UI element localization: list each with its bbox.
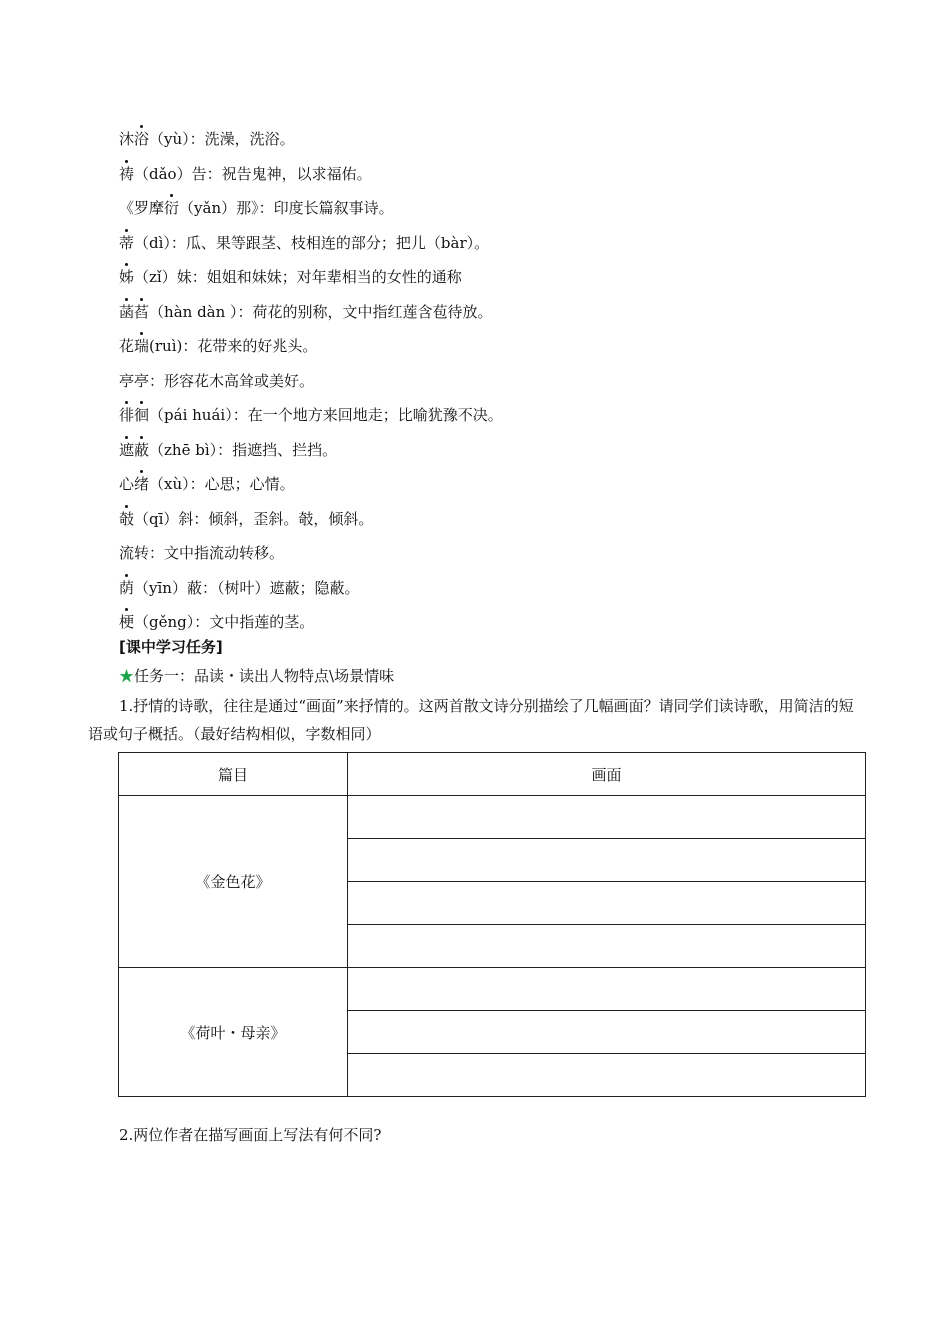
vocab-text: （hàn dàn ）：荷花的别称，文中指红莲含苞待放。 (149, 302, 493, 321)
vocab-text: （dǎo）告：祝告鬼神，以求福佑。 (134, 164, 372, 183)
vocab-item (119, 295, 879, 330)
picture-answer-cell[interactable] (348, 925, 866, 968)
emphasis-dot-char: 菡 (119, 295, 134, 329)
table-header-cell: 篇目 (119, 753, 348, 796)
vocab-text: 流转：文中指流动转移。 (119, 544, 285, 562)
vocab-text: 亭亭：形容花木高耸或美好。 (119, 371, 315, 390)
picture-answer-cell[interactable] (348, 1054, 866, 1097)
emphasis-dot-char: 徘 (119, 398, 134, 432)
vocab-item (119, 364, 879, 399)
vocab-item (119, 433, 879, 468)
star-icon: ★ (119, 667, 135, 685)
poem-title-cell: 《金色花》 (119, 796, 348, 968)
question-one: 1.抒情的诗歌，往往是通过“画面”来抒情的。这两首散文诗分别描绘了几幅画面？请同学们读诗歌，用简洁的短语或句子概括。（最好结构相似，字数相同） (88, 697, 854, 743)
vocab-item (119, 157, 879, 192)
emphasis-dot-char: 遮 (119, 433, 134, 467)
poem-title-cell: 《荷叶・母亲》 (119, 968, 348, 1097)
vocabulary-list (119, 122, 879, 640)
emphasis-dot-char: 蒂 (119, 226, 134, 260)
vocab-text: （pái huái）：在一个地方来回地走；比喻犹豫不决。 (149, 406, 503, 424)
vocab-text: （yù）：洗澡，洗浴。 (149, 130, 295, 148)
vocab-item (119, 502, 879, 537)
vocab-item (119, 122, 879, 157)
vocab-text: （dì）：瓜、果等跟茎、枝相连的部分；把儿（bàr）。 (134, 233, 490, 252)
table-row (119, 796, 866, 839)
picture-answer-cell[interactable] (348, 839, 866, 882)
picture-answer-cell[interactable] (348, 882, 866, 925)
vocab-item (119, 467, 879, 502)
vocab-text: 花 (119, 337, 135, 355)
emphasis-dot-char: 衍 (164, 191, 179, 225)
vocab-item (119, 398, 879, 433)
picture-answer-cell[interactable] (348, 796, 866, 839)
section-heading: [课中学习任务] (119, 638, 223, 656)
table-header-row (119, 753, 866, 796)
vocab-item (119, 571, 879, 606)
vocab-item (119, 191, 879, 226)
emphasis-dot-char: 蔽 (134, 433, 149, 467)
vocab-text: （yīn）蔽：（树叶）遮蔽；隐蔽。 (134, 578, 360, 597)
emphasis-dot-char: 姊 (119, 260, 134, 294)
emphasis-dot-char: 祷 (119, 157, 134, 191)
emphasis-dot-char: 萏 (134, 295, 149, 329)
vocab-item (119, 329, 879, 364)
table-row (119, 968, 866, 1011)
emphasis-dot-char: 荫 (119, 571, 134, 605)
emphasis-dot-char: 徊 (134, 398, 149, 432)
pictures-table (118, 752, 866, 1097)
vocab-text: （qī）斜：倾斜，歪斜。攲，倾斜。 (134, 509, 374, 528)
vocab-item (119, 260, 879, 295)
emphasis-dot-char: 梗 (119, 605, 134, 639)
vocab-text: 沐 (119, 130, 135, 148)
picture-answer-cell[interactable] (348, 968, 866, 1011)
question-two: 2.两位作者在描写画面上写法有何不同? (119, 1126, 382, 1144)
vocab-text: （zǐ）妹：姐姐和妹妹；对年辈相当的女性的通称 (134, 268, 462, 286)
emphasis-dot-char: 瑞 (134, 329, 149, 363)
vocab-text: (ruì)：花带来的好兆头。 (149, 337, 318, 355)
vocab-text: （yǎn）那》：印度长篇叙事诗。 (179, 199, 394, 217)
task-one-label: 任务一：品读・读出人物特点\场景情味 (134, 667, 395, 685)
table-header-cell: 画面 (348, 753, 866, 796)
vocab-text: （zhē bì）：指遮挡、拦挡。 (149, 440, 338, 459)
emphasis-dot-char: 浴 (134, 122, 149, 156)
vocab-item (119, 605, 879, 640)
picture-answer-cell[interactable] (348, 1011, 866, 1054)
vocab-text: 心 (119, 475, 135, 493)
vocab-text: （gěng）：文中指莲的茎。 (134, 613, 315, 631)
vocab-item (119, 226, 879, 261)
emphasis-dot-char: 绪 (134, 467, 149, 501)
vocab-text: （xù）：心思；心情。 (149, 475, 295, 493)
task-one (119, 665, 394, 686)
vocab-item (119, 536, 879, 571)
vocab-text: 《罗摩 (119, 199, 165, 217)
emphasis-dot-char: 攲 (119, 502, 134, 536)
